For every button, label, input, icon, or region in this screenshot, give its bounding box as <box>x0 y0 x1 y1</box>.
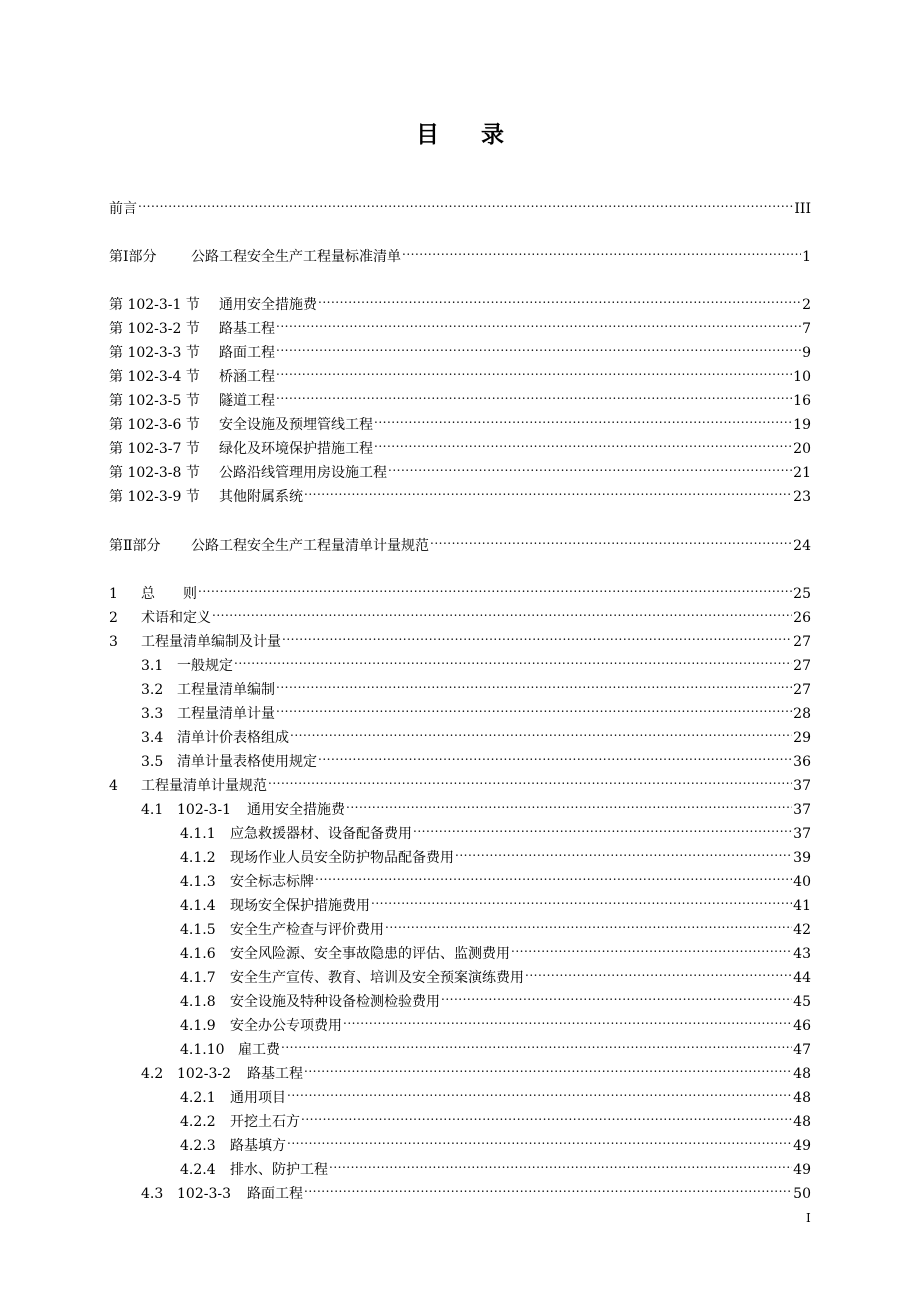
toc-entry-item[interactable] <box>180 842 811 866</box>
toc-entry-chapter[interactable] <box>109 626 811 650</box>
toc-entry-page: 45 <box>793 994 811 1010</box>
toc-entry-number: 第Ⅰ部分 <box>109 249 157 265</box>
toc-entry-page: 43 <box>793 946 811 962</box>
toc-entry-page: 49 <box>793 1162 811 1178</box>
toc-entry-text: 公路工程安全生产工程量清单计量规范 <box>191 538 429 554</box>
toc-entry-text: 绿化及环境保护措施工程 <box>219 441 373 457</box>
toc-entry-number: 4.1.6 <box>180 946 216 962</box>
leader-dots <box>525 962 792 982</box>
toc-entry-number: 4.1.8 <box>180 994 216 1010</box>
leader-dots <box>301 1106 792 1126</box>
toc-entry-number: 第 102-3-8 节 <box>109 465 200 481</box>
toc-entry-text: 路基工程 <box>247 1066 303 1082</box>
leader-dots <box>276 674 792 694</box>
toc-entry-text: 清单计价表格组成 <box>177 730 289 746</box>
leader-dots <box>276 337 801 357</box>
leader-dots <box>276 385 792 405</box>
toc-entry-text: 工程量清单编制 <box>177 682 275 698</box>
toc-entry-subsection[interactable] <box>141 1058 811 1082</box>
toc-entry-text: 工程量清单编制及计量 <box>141 634 281 650</box>
toc-entry-page: 2 <box>802 297 811 313</box>
toc-entry-page: 23 <box>793 489 811 505</box>
toc-entry-number: 4.1.2 <box>180 850 216 866</box>
toc-entry-item[interactable] <box>180 914 811 938</box>
toc-entry-page: 47 <box>793 1042 811 1058</box>
toc-entry-text: 通用安全措施费 <box>247 802 345 818</box>
leader-dots <box>374 409 792 429</box>
toc-entry-text: 隧道工程 <box>219 393 275 409</box>
toc-entry-text: 安全风险源、安全事故隐患的评估、监测费用 <box>230 946 510 962</box>
toc-entry-item[interactable] <box>180 1154 811 1178</box>
toc-entry-text: 公路工程安全生产工程量标准清单 <box>191 249 401 265</box>
leader-dots <box>198 578 792 598</box>
toc-entry-text: 总 则 <box>141 586 197 602</box>
toc-entry-page: 29 <box>793 730 811 746</box>
toc-entry-section[interactable] <box>109 457 811 481</box>
leader-dots <box>385 914 792 934</box>
toc-entry-number: 3 <box>109 634 118 650</box>
toc-entry-chapter[interactable] <box>109 602 811 626</box>
toc-entry-text: 现场作业人员安全防护物品配备费用 <box>230 850 454 866</box>
toc-entry-section[interactable] <box>109 433 811 457</box>
toc-entry-page: 19 <box>793 417 811 433</box>
toc-entry-number: 4.2.4 <box>180 1162 216 1178</box>
toc-entry-section[interactable] <box>109 385 811 409</box>
leader-dots <box>287 1082 792 1102</box>
toc-entry-preface[interactable] <box>109 193 811 217</box>
toc-entry-text: 通用安全措施费 <box>219 297 317 313</box>
toc-entry-number: 2 <box>109 610 118 626</box>
toc-entry-number: 4.1.3 <box>180 874 216 890</box>
toc-entry-text: 应急救援器材、设备配备费用 <box>230 826 412 842</box>
leader-dots <box>282 626 792 646</box>
toc-entry-section[interactable] <box>109 289 811 313</box>
toc-entry-subsection[interactable] <box>141 794 811 818</box>
toc-entry-page: 37 <box>793 826 811 842</box>
toc-entry-text: 路面工程 <box>247 1186 303 1202</box>
toc-entry-number: 4.2 <box>141 1066 164 1082</box>
leader-dots <box>318 746 792 766</box>
toc-entry-section[interactable] <box>109 361 811 385</box>
toc-entry-number: 第 102-3-4 节 <box>109 369 200 385</box>
toc-entry-number: 4.2.1 <box>180 1090 216 1106</box>
toc-entry-section[interactable] <box>109 481 811 505</box>
toc-entry-number: 4.1.4 <box>180 898 216 914</box>
toc-entry-subsection[interactable] <box>141 1178 811 1202</box>
toc-entry-number: 第Ⅱ部分 <box>109 538 161 554</box>
leader-dots <box>388 457 792 477</box>
toc-entry-code: 102-3-2 <box>177 1066 231 1082</box>
toc-entry-text: 术语和定义 <box>141 610 211 626</box>
toc-entry-item[interactable] <box>180 866 811 890</box>
toc-entry-subsection[interactable] <box>141 746 811 770</box>
toc-entry-text: 安全生产检查与评价费用 <box>230 922 384 938</box>
leader-dots <box>268 770 792 790</box>
leader-dots <box>402 241 801 261</box>
toc-entry-chapter[interactable] <box>109 578 811 602</box>
toc-entry-number: 第 102-3-5 节 <box>109 393 200 409</box>
toc-entry-item[interactable] <box>180 1010 811 1034</box>
toc-entry-page: 27 <box>793 634 811 650</box>
toc-entry-subsection[interactable] <box>141 722 811 746</box>
toc-entry-page: 44 <box>793 970 811 986</box>
leader-dots <box>212 602 792 622</box>
toc-entry-text: 安全办公专项费用 <box>230 1018 342 1034</box>
toc-entry-text: 路基工程 <box>219 321 275 337</box>
toc-entry-page: 39 <box>793 850 811 866</box>
toc-entry-item[interactable] <box>180 962 811 986</box>
leader-dots <box>343 1010 792 1030</box>
leader-dots <box>138 193 793 213</box>
toc-entry-item[interactable] <box>180 1106 811 1130</box>
toc-entry-number: 第 102-3-6 节 <box>109 417 200 433</box>
leader-dots <box>346 794 792 814</box>
toc-entry-number: 3.1 <box>141 658 164 674</box>
toc-entry-page: 48 <box>793 1090 811 1106</box>
toc-entry-text: 路基填方 <box>230 1138 286 1154</box>
leader-dots <box>455 842 792 862</box>
toc-entry-subsection[interactable] <box>141 650 811 674</box>
leader-dots <box>304 481 792 501</box>
toc-entry-text: 通用项目 <box>230 1090 286 1106</box>
toc-entry-number: 4.1.10 <box>180 1042 225 1058</box>
leader-dots <box>276 313 801 333</box>
leader-dots <box>276 361 792 381</box>
toc-entry-page: 37 <box>793 778 811 794</box>
toc-entry-text: 一般规定 <box>177 658 233 674</box>
toc-entry-number: 4.1.7 <box>180 970 216 986</box>
toc-entry-text: 开挖土石方 <box>230 1114 300 1130</box>
leader-dots <box>441 986 792 1006</box>
toc-entry-page: 42 <box>793 922 811 938</box>
toc-entry-page: 27 <box>793 682 811 698</box>
toc-entry-text: 排水、防护工程 <box>230 1162 328 1178</box>
toc-entry-text: 雇工费 <box>238 1042 280 1058</box>
toc-entry-item[interactable] <box>180 938 811 962</box>
toc-entry-page: 26 <box>793 610 811 626</box>
toc-entry-page: 20 <box>793 441 811 457</box>
leader-dots <box>290 722 792 742</box>
toc-entry-page: 24 <box>793 538 811 554</box>
leader-dots <box>287 1130 792 1150</box>
leader-dots <box>430 530 792 550</box>
toc-entry-text: 路面工程 <box>219 345 275 361</box>
toc-entry-item[interactable] <box>180 986 811 1010</box>
toc-entry-text: 安全设施及特种设备检测检验费用 <box>230 994 440 1010</box>
toc-entry-page: 49 <box>793 1138 811 1154</box>
toc-entry-page: 7 <box>802 321 811 337</box>
toc-entry-page: 28 <box>793 706 811 722</box>
toc-entry-number: 4.2.2 <box>180 1114 216 1130</box>
leader-dots <box>374 433 792 453</box>
toc-entry-item[interactable] <box>180 1130 811 1154</box>
toc-entry-page: 40 <box>793 874 811 890</box>
toc-entry-number: 第 102-3-9 节 <box>109 489 200 505</box>
toc-entry-text: 安全生产宣传、教育、培训及安全预案演练费用 <box>230 970 524 986</box>
leader-dots <box>318 289 801 309</box>
toc-entry-text: 工程量清单计量规范 <box>141 778 267 794</box>
toc-entry-page: 21 <box>793 465 811 481</box>
toc-entry-number: 3.4 <box>141 730 164 746</box>
toc-entry-code: 102-3-1 <box>177 802 231 818</box>
toc-entry-part2[interactable] <box>109 530 811 554</box>
toc-entry-number: 3.3 <box>141 706 164 722</box>
toc-entry-page: 25 <box>793 586 811 602</box>
page-number: I <box>806 1211 811 1225</box>
toc-entry-number: 第 102-3-3 节 <box>109 345 200 361</box>
toc-entry-text: 安全设施及预埋管线工程 <box>219 417 373 433</box>
leader-dots <box>371 890 792 910</box>
toc-entry-number: 第 102-3-2 节 <box>109 321 200 337</box>
toc-entry-page: 27 <box>793 658 811 674</box>
toc-entry-text: 清单计量表格使用规定 <box>177 754 317 770</box>
toc-entry-chapter[interactable] <box>109 770 811 794</box>
toc-entry-number: 第 102-3-7 节 <box>109 441 200 457</box>
toc-entry-page: 46 <box>793 1018 811 1034</box>
toc-entry-page: 50 <box>793 1186 811 1202</box>
leader-dots <box>329 1154 792 1174</box>
toc-entry-number: 4.3 <box>141 1186 164 1202</box>
toc-entry-page: III <box>794 201 811 217</box>
toc-entry-number: 4.1.5 <box>180 922 216 938</box>
toc-entry-text: 安全标志标牌 <box>230 874 314 890</box>
toc-entry-page: 16 <box>793 393 811 409</box>
toc-entry-text: 公路沿线管理用房设施工程 <box>219 465 387 481</box>
toc-entry-text: 现场安全保护措施费用 <box>230 898 370 914</box>
toc-entry-number: 4.1.9 <box>180 1018 216 1034</box>
toc-entry-page: 9 <box>802 345 811 361</box>
toc-entry-item[interactable] <box>180 818 811 842</box>
toc-entry-page: 37 <box>793 802 811 818</box>
toc-entry-page: 36 <box>793 754 811 770</box>
toc-entry-number: 4.1 <box>141 802 164 818</box>
toc-entry-page: 10 <box>793 369 811 385</box>
toc-entry-code: 102-3-3 <box>177 1186 231 1202</box>
toc-entry-item[interactable] <box>180 1082 811 1106</box>
toc-entry-text: 工程量清单计量 <box>177 706 275 722</box>
toc-entry-part1[interactable] <box>109 241 811 265</box>
toc-entry-number: 4.1.1 <box>180 826 216 842</box>
toc-entry-section[interactable] <box>109 409 811 433</box>
toc-entry-subsection[interactable] <box>141 698 811 722</box>
toc-entry-section[interactable] <box>109 337 811 361</box>
toc-entry-number: 1 <box>109 586 118 602</box>
toc-entry-text: 前言 <box>109 201 137 217</box>
toc-entry-item[interactable] <box>180 1034 811 1058</box>
toc-entry-page: 48 <box>793 1066 811 1082</box>
leader-dots <box>413 818 792 838</box>
leader-dots <box>276 698 792 718</box>
toc-entry-page: 41 <box>793 898 811 914</box>
toc-entry-number: 4 <box>109 778 118 794</box>
toc-entry-section[interactable] <box>109 313 811 337</box>
toc-entry-number: 3.2 <box>141 682 164 698</box>
leader-dots <box>511 938 792 958</box>
leader-dots <box>304 1058 792 1078</box>
toc-entry-page: 1 <box>802 249 811 265</box>
leader-dots <box>281 1034 792 1054</box>
page-title: 目 录 <box>416 121 504 148</box>
toc-entry-subsection[interactable] <box>141 674 811 698</box>
toc-entry-text: 其他附属系统 <box>219 489 303 505</box>
toc-entry-number: 3.5 <box>141 754 164 770</box>
toc-entry-number: 4.2.3 <box>180 1138 216 1154</box>
leader-dots <box>304 1178 792 1198</box>
toc-entry-text: 桥涵工程 <box>219 369 275 385</box>
toc-entry-page: 48 <box>793 1114 811 1130</box>
toc-entry-item[interactable] <box>180 890 811 914</box>
leader-dots <box>234 650 792 670</box>
toc-entry-number: 第 102-3-1 节 <box>109 297 200 313</box>
leader-dots <box>315 866 792 886</box>
